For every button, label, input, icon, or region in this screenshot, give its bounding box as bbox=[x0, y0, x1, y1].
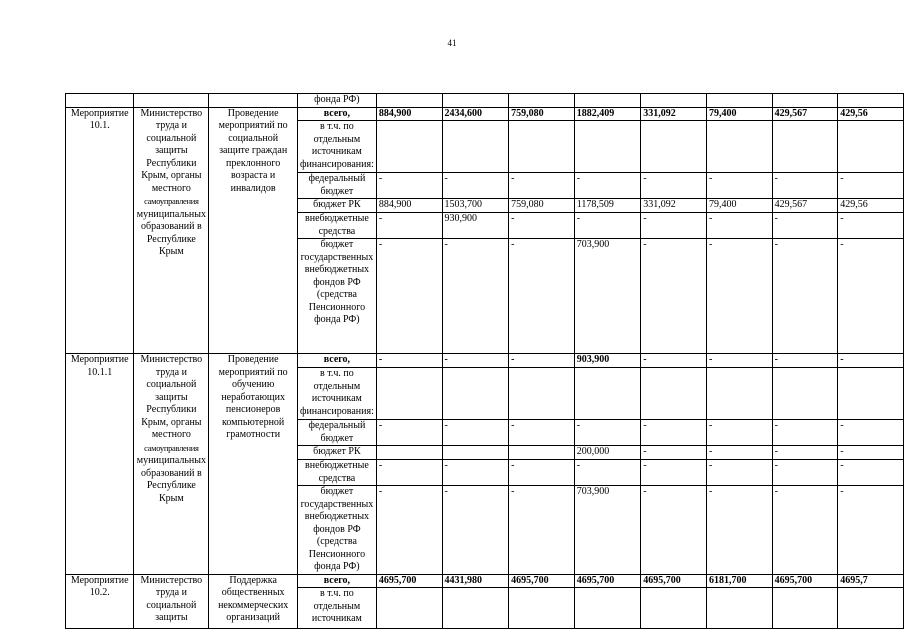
cell-text-line: средства bbox=[318, 225, 356, 237]
cell-text-line: (средства bbox=[316, 289, 357, 300]
value-cell bbox=[706, 368, 772, 420]
value-cell bbox=[574, 121, 641, 173]
value-cell: - bbox=[706, 460, 772, 486]
value-cell bbox=[442, 94, 509, 108]
value-cell: - bbox=[509, 239, 575, 354]
cell-text-line: труда и bbox=[155, 120, 187, 131]
value-cell: - bbox=[442, 486, 509, 575]
source-cell bbox=[297, 173, 376, 199]
value-cell bbox=[509, 588, 575, 629]
cell-text-line: Республике bbox=[146, 480, 196, 491]
cell-text-line: защиты bbox=[155, 612, 188, 623]
value-cell: - bbox=[574, 213, 641, 239]
cell-text-line: Республики bbox=[146, 157, 197, 169]
value-cell bbox=[442, 588, 509, 629]
value-cell bbox=[442, 121, 509, 173]
value-cell bbox=[442, 368, 509, 420]
organization-cell bbox=[134, 94, 209, 108]
value-cell bbox=[838, 121, 904, 173]
cell-text-line: финансирования: bbox=[299, 158, 374, 170]
value-cell: 4695,700 bbox=[772, 574, 838, 588]
cell-text-line: социальной bbox=[146, 132, 197, 144]
value-cell bbox=[574, 588, 641, 629]
table-row bbox=[66, 354, 904, 368]
value-cell: - bbox=[706, 486, 772, 575]
cell-text-line: Проведение bbox=[227, 107, 279, 119]
value-cell: 1178,509 bbox=[574, 199, 641, 213]
value-cell: 429,567 bbox=[772, 107, 838, 121]
source-cell bbox=[297, 213, 376, 239]
cell-text-line: отдельным bbox=[313, 380, 361, 392]
value-cell bbox=[706, 121, 772, 173]
value-cell: - bbox=[838, 213, 904, 239]
value-cell: 903,900 bbox=[574, 354, 641, 368]
source-cell bbox=[297, 239, 376, 354]
value-cell: - bbox=[838, 486, 904, 575]
value-cell: - bbox=[838, 173, 904, 199]
value-cell: 4695,700 bbox=[376, 574, 442, 588]
measure-cell bbox=[66, 107, 134, 354]
cell-text-line: муниципальных bbox=[136, 208, 206, 220]
budget-table-body bbox=[66, 94, 904, 629]
cell-text-line: федеральный bbox=[308, 420, 366, 431]
value-cell: - bbox=[772, 446, 838, 460]
description-cell bbox=[209, 107, 298, 354]
value-cell: - bbox=[376, 213, 442, 239]
value-cell: - bbox=[509, 486, 575, 575]
value-cell: 79,400 bbox=[706, 199, 772, 213]
cell-text-line: в т.ч. по bbox=[320, 588, 354, 599]
cell-text-line: местного bbox=[151, 429, 191, 440]
cell-text-line: бюджет РК bbox=[313, 199, 361, 210]
source-cell bbox=[297, 121, 376, 173]
value-cell bbox=[442, 446, 509, 460]
source-cell bbox=[297, 199, 376, 213]
value-cell: 79,400 bbox=[706, 107, 772, 121]
cell-text-line: защите граждан bbox=[219, 145, 288, 156]
source-cell bbox=[297, 420, 376, 446]
value-cell: - bbox=[574, 173, 641, 199]
cell-text-line: некоммерческих bbox=[218, 599, 289, 611]
cell-text-line: государственных bbox=[300, 498, 374, 510]
cell-text-line: инвалидов bbox=[230, 182, 276, 194]
value-cell bbox=[706, 94, 772, 108]
cell-text-line: Пенсионного bbox=[308, 301, 366, 313]
value-cell: - bbox=[772, 420, 838, 446]
cell-text-line: Крым bbox=[159, 246, 184, 257]
value-cell bbox=[376, 588, 442, 629]
value-cell bbox=[838, 94, 904, 108]
cell-text-line: мероприятий по bbox=[218, 366, 288, 378]
value-cell bbox=[641, 121, 707, 173]
cell-text-line: общественных bbox=[221, 587, 285, 598]
value-cell: - bbox=[376, 173, 442, 199]
value-cell: 331,092 bbox=[641, 107, 707, 121]
description-cell bbox=[209, 574, 298, 629]
cell-text-line: Мероприятие bbox=[70, 107, 129, 119]
cell-text-line: всего, bbox=[323, 354, 351, 365]
cell-text-line: социальной bbox=[228, 132, 279, 144]
cell-text-line: труда и bbox=[155, 587, 187, 598]
cell-text-line: внебюджетные bbox=[305, 460, 369, 471]
value-cell: 4695,7 bbox=[838, 574, 904, 588]
value-cell bbox=[574, 368, 641, 420]
value-cell bbox=[376, 121, 442, 173]
cell-text-line: бюджет РК bbox=[313, 446, 361, 457]
source-cell bbox=[297, 460, 376, 486]
value-cell: - bbox=[772, 354, 838, 368]
cell-text-line: всего, bbox=[323, 107, 351, 119]
cell-text-line: 10.2. bbox=[89, 587, 110, 598]
source-cell bbox=[297, 446, 376, 460]
value-cell: - bbox=[509, 354, 575, 368]
value-cell: - bbox=[574, 420, 641, 446]
cell-text-line: муниципальных bbox=[136, 455, 206, 466]
value-cell: - bbox=[641, 420, 707, 446]
table-row bbox=[66, 94, 904, 108]
value-cell bbox=[641, 368, 707, 420]
table-row bbox=[66, 107, 904, 121]
table-row bbox=[66, 574, 904, 588]
cell-text-line: Министерство bbox=[140, 574, 203, 586]
value-cell: - bbox=[706, 420, 772, 446]
value-cell bbox=[838, 588, 904, 629]
value-cell: 429,56 bbox=[838, 107, 904, 121]
value-cell: - bbox=[838, 420, 904, 446]
cell-text-line: источникам bbox=[311, 613, 362, 624]
cell-text-line: самоуправления bbox=[144, 196, 199, 206]
value-cell bbox=[376, 368, 442, 420]
cell-text-line: организаций bbox=[226, 612, 280, 623]
cell-text-line: финансирования: bbox=[299, 405, 374, 417]
cell-text-line: 10.1.1 bbox=[87, 366, 113, 378]
value-cell: 4431,980 bbox=[442, 574, 509, 588]
value-cell: - bbox=[509, 460, 575, 486]
value-cell: 884,900 bbox=[376, 107, 442, 121]
value-cell: - bbox=[641, 446, 707, 460]
value-cell bbox=[641, 94, 707, 108]
value-cell bbox=[376, 94, 442, 108]
value-cell: - bbox=[838, 354, 904, 368]
value-cell: - bbox=[442, 354, 509, 368]
value-cell: 1503,700 bbox=[442, 199, 509, 213]
value-cell: - bbox=[641, 486, 707, 575]
cell-text-line: преклонного bbox=[226, 157, 281, 169]
cell-text-line: Проведение bbox=[227, 354, 279, 365]
cell-text-line: мероприятий по bbox=[218, 120, 288, 131]
value-cell: - bbox=[442, 173, 509, 199]
value-cell: 429,56 bbox=[838, 199, 904, 213]
cell-text-line: Министерство bbox=[140, 107, 203, 119]
cell-text-line: фонда РФ) bbox=[314, 314, 360, 325]
cell-text-line: бюджет bbox=[320, 239, 354, 250]
cell-text-line: Республике bbox=[146, 233, 196, 245]
cell-text-line: местного bbox=[151, 182, 191, 194]
source-cell bbox=[297, 368, 376, 420]
value-cell: 4695,700 bbox=[574, 574, 641, 588]
cell-text-line: фондов РФ bbox=[313, 276, 361, 288]
value-cell: - bbox=[706, 354, 772, 368]
value-cell bbox=[838, 368, 904, 420]
value-cell: - bbox=[641, 239, 707, 354]
cell-text-line: пенсионеров bbox=[225, 404, 281, 415]
value-cell: 429,567 bbox=[772, 199, 838, 213]
value-cell: 200,000 bbox=[574, 446, 641, 460]
cell-text-line: бюджет bbox=[320, 486, 354, 497]
value-cell bbox=[706, 588, 772, 629]
value-cell: 703,900 bbox=[574, 239, 641, 354]
cell-text-line: образований в bbox=[141, 467, 202, 479]
value-cell bbox=[641, 588, 707, 629]
cell-text-line: Поддержка bbox=[229, 574, 277, 586]
cell-text-line: неработающих bbox=[221, 391, 285, 403]
description-cell bbox=[209, 354, 298, 575]
cell-text-line: возраста и bbox=[231, 170, 276, 181]
value-cell: - bbox=[772, 239, 838, 354]
cell-text-line: Министерство bbox=[140, 354, 203, 365]
total-label-cell bbox=[297, 574, 376, 588]
cell-text-line: Мероприятие bbox=[70, 574, 129, 586]
value-cell: 4695,700 bbox=[641, 574, 707, 588]
value-cell: - bbox=[509, 213, 575, 239]
source-cell: фонда РФ) bbox=[297, 94, 376, 108]
cell-text-line: в т.ч. по bbox=[320, 121, 354, 132]
value-cell: 331,092 bbox=[641, 199, 707, 213]
cell-text-line: Мероприятие bbox=[70, 354, 129, 365]
value-cell: - bbox=[838, 239, 904, 354]
source-cell bbox=[297, 486, 376, 575]
cell-text-line: Пенсионного bbox=[308, 548, 366, 560]
cell-text-line: труда и bbox=[155, 366, 187, 378]
value-cell: - bbox=[442, 420, 509, 446]
cell-text-line: в т.ч. по bbox=[320, 368, 354, 379]
total-label-cell bbox=[297, 354, 376, 368]
value-cell: - bbox=[442, 460, 509, 486]
value-cell: 2434,600 bbox=[442, 107, 509, 121]
cell-text-line: образований в bbox=[141, 221, 202, 232]
value-cell: 703,900 bbox=[574, 486, 641, 575]
measure-cell bbox=[66, 354, 134, 575]
value-cell: - bbox=[772, 486, 838, 575]
value-cell: - bbox=[706, 213, 772, 239]
value-cell: - bbox=[574, 460, 641, 486]
cell-text-line: фонда РФ) bbox=[314, 561, 360, 572]
cell-text-line: бюджет bbox=[320, 185, 354, 197]
cell-text-line: Крым bbox=[159, 492, 184, 504]
value-cell: 6181,700 bbox=[706, 574, 772, 588]
cell-text-line: бюджет bbox=[320, 432, 354, 444]
value-cell bbox=[509, 121, 575, 173]
cell-text-line: отдельным bbox=[313, 600, 361, 612]
value-cell: - bbox=[641, 354, 707, 368]
cell-text-line: Крым, органы bbox=[141, 170, 202, 181]
value-cell: 930,900 bbox=[442, 213, 509, 239]
page-number: 41 bbox=[447, 38, 457, 48]
cell-text-line: внебюджетных bbox=[304, 511, 370, 522]
cell-text-line: источникам bbox=[311, 146, 362, 157]
value-cell: - bbox=[772, 173, 838, 199]
value-cell: - bbox=[641, 460, 707, 486]
value-cell: - bbox=[838, 446, 904, 460]
value-cell: - bbox=[376, 460, 442, 486]
total-label-cell bbox=[297, 107, 376, 121]
value-cell: 759,080 bbox=[509, 199, 575, 213]
budget-table bbox=[65, 93, 904, 629]
cell-text-line: отдельным bbox=[313, 133, 361, 145]
value-cell: - bbox=[706, 173, 772, 199]
value-cell bbox=[772, 94, 838, 108]
value-cell: - bbox=[376, 420, 442, 446]
value-cell: - bbox=[706, 239, 772, 354]
cell-text-line: защиты bbox=[155, 391, 188, 403]
cell-text-line: самоуправления bbox=[144, 442, 199, 453]
cell-text-line: защиты bbox=[155, 145, 188, 156]
cell-text-line: государственных bbox=[300, 251, 374, 263]
value-cell bbox=[509, 446, 575, 460]
value-cell: - bbox=[442, 239, 509, 354]
cell-text-line: Республики bbox=[146, 404, 197, 415]
value-cell: - bbox=[376, 354, 442, 368]
value-cell: - bbox=[376, 486, 442, 575]
cell-text-line: всего, bbox=[323, 574, 351, 586]
value-cell: - bbox=[772, 460, 838, 486]
cell-text-line: внебюджетных bbox=[304, 264, 370, 275]
value-cell bbox=[509, 368, 575, 420]
cell-text-line: грамотности bbox=[226, 429, 281, 440]
cell-text-line: (средства bbox=[316, 536, 357, 547]
value-cell bbox=[772, 121, 838, 173]
cell-text-line: социальной bbox=[146, 599, 197, 611]
measure-cell bbox=[66, 574, 134, 629]
cell-text-line: обучению bbox=[231, 379, 275, 390]
value-cell bbox=[574, 94, 641, 108]
value-cell: 884,900 bbox=[376, 199, 442, 213]
value-cell: - bbox=[509, 420, 575, 446]
value-cell: - bbox=[376, 239, 442, 354]
organization-cell bbox=[134, 107, 209, 354]
value-cell: 1882,409 bbox=[574, 107, 641, 121]
cell-text-line: 10.1. bbox=[89, 120, 110, 131]
value-cell: - bbox=[641, 213, 707, 239]
value-cell: - bbox=[838, 460, 904, 486]
value-cell bbox=[772, 588, 838, 629]
value-cell: 759,080 bbox=[509, 107, 575, 121]
cell-text-line: средства bbox=[318, 472, 356, 484]
measure-cell bbox=[66, 94, 134, 108]
organization-cell bbox=[134, 354, 209, 575]
description-cell bbox=[209, 94, 298, 108]
value-cell bbox=[772, 368, 838, 420]
value-cell: - bbox=[509, 173, 575, 199]
cell-text-line: Крым, органы bbox=[141, 416, 202, 428]
cell-text-line: компьютерной bbox=[222, 416, 285, 428]
value-cell: - bbox=[772, 213, 838, 239]
value-cell bbox=[509, 94, 575, 108]
cell-text-line: внебюджетные bbox=[305, 213, 369, 224]
cell-text-line: источникам bbox=[311, 393, 362, 404]
cell-text-line: фондов РФ bbox=[313, 523, 361, 535]
value-cell bbox=[376, 446, 442, 460]
organization-cell bbox=[134, 574, 209, 629]
value-cell: - bbox=[641, 173, 707, 199]
value-cell: - bbox=[706, 446, 772, 460]
value-cell: 4695,700 bbox=[509, 574, 575, 588]
cell-text-line: социальной bbox=[146, 379, 197, 390]
cell-text-line: федеральный bbox=[308, 173, 366, 184]
source-cell bbox=[297, 588, 376, 629]
